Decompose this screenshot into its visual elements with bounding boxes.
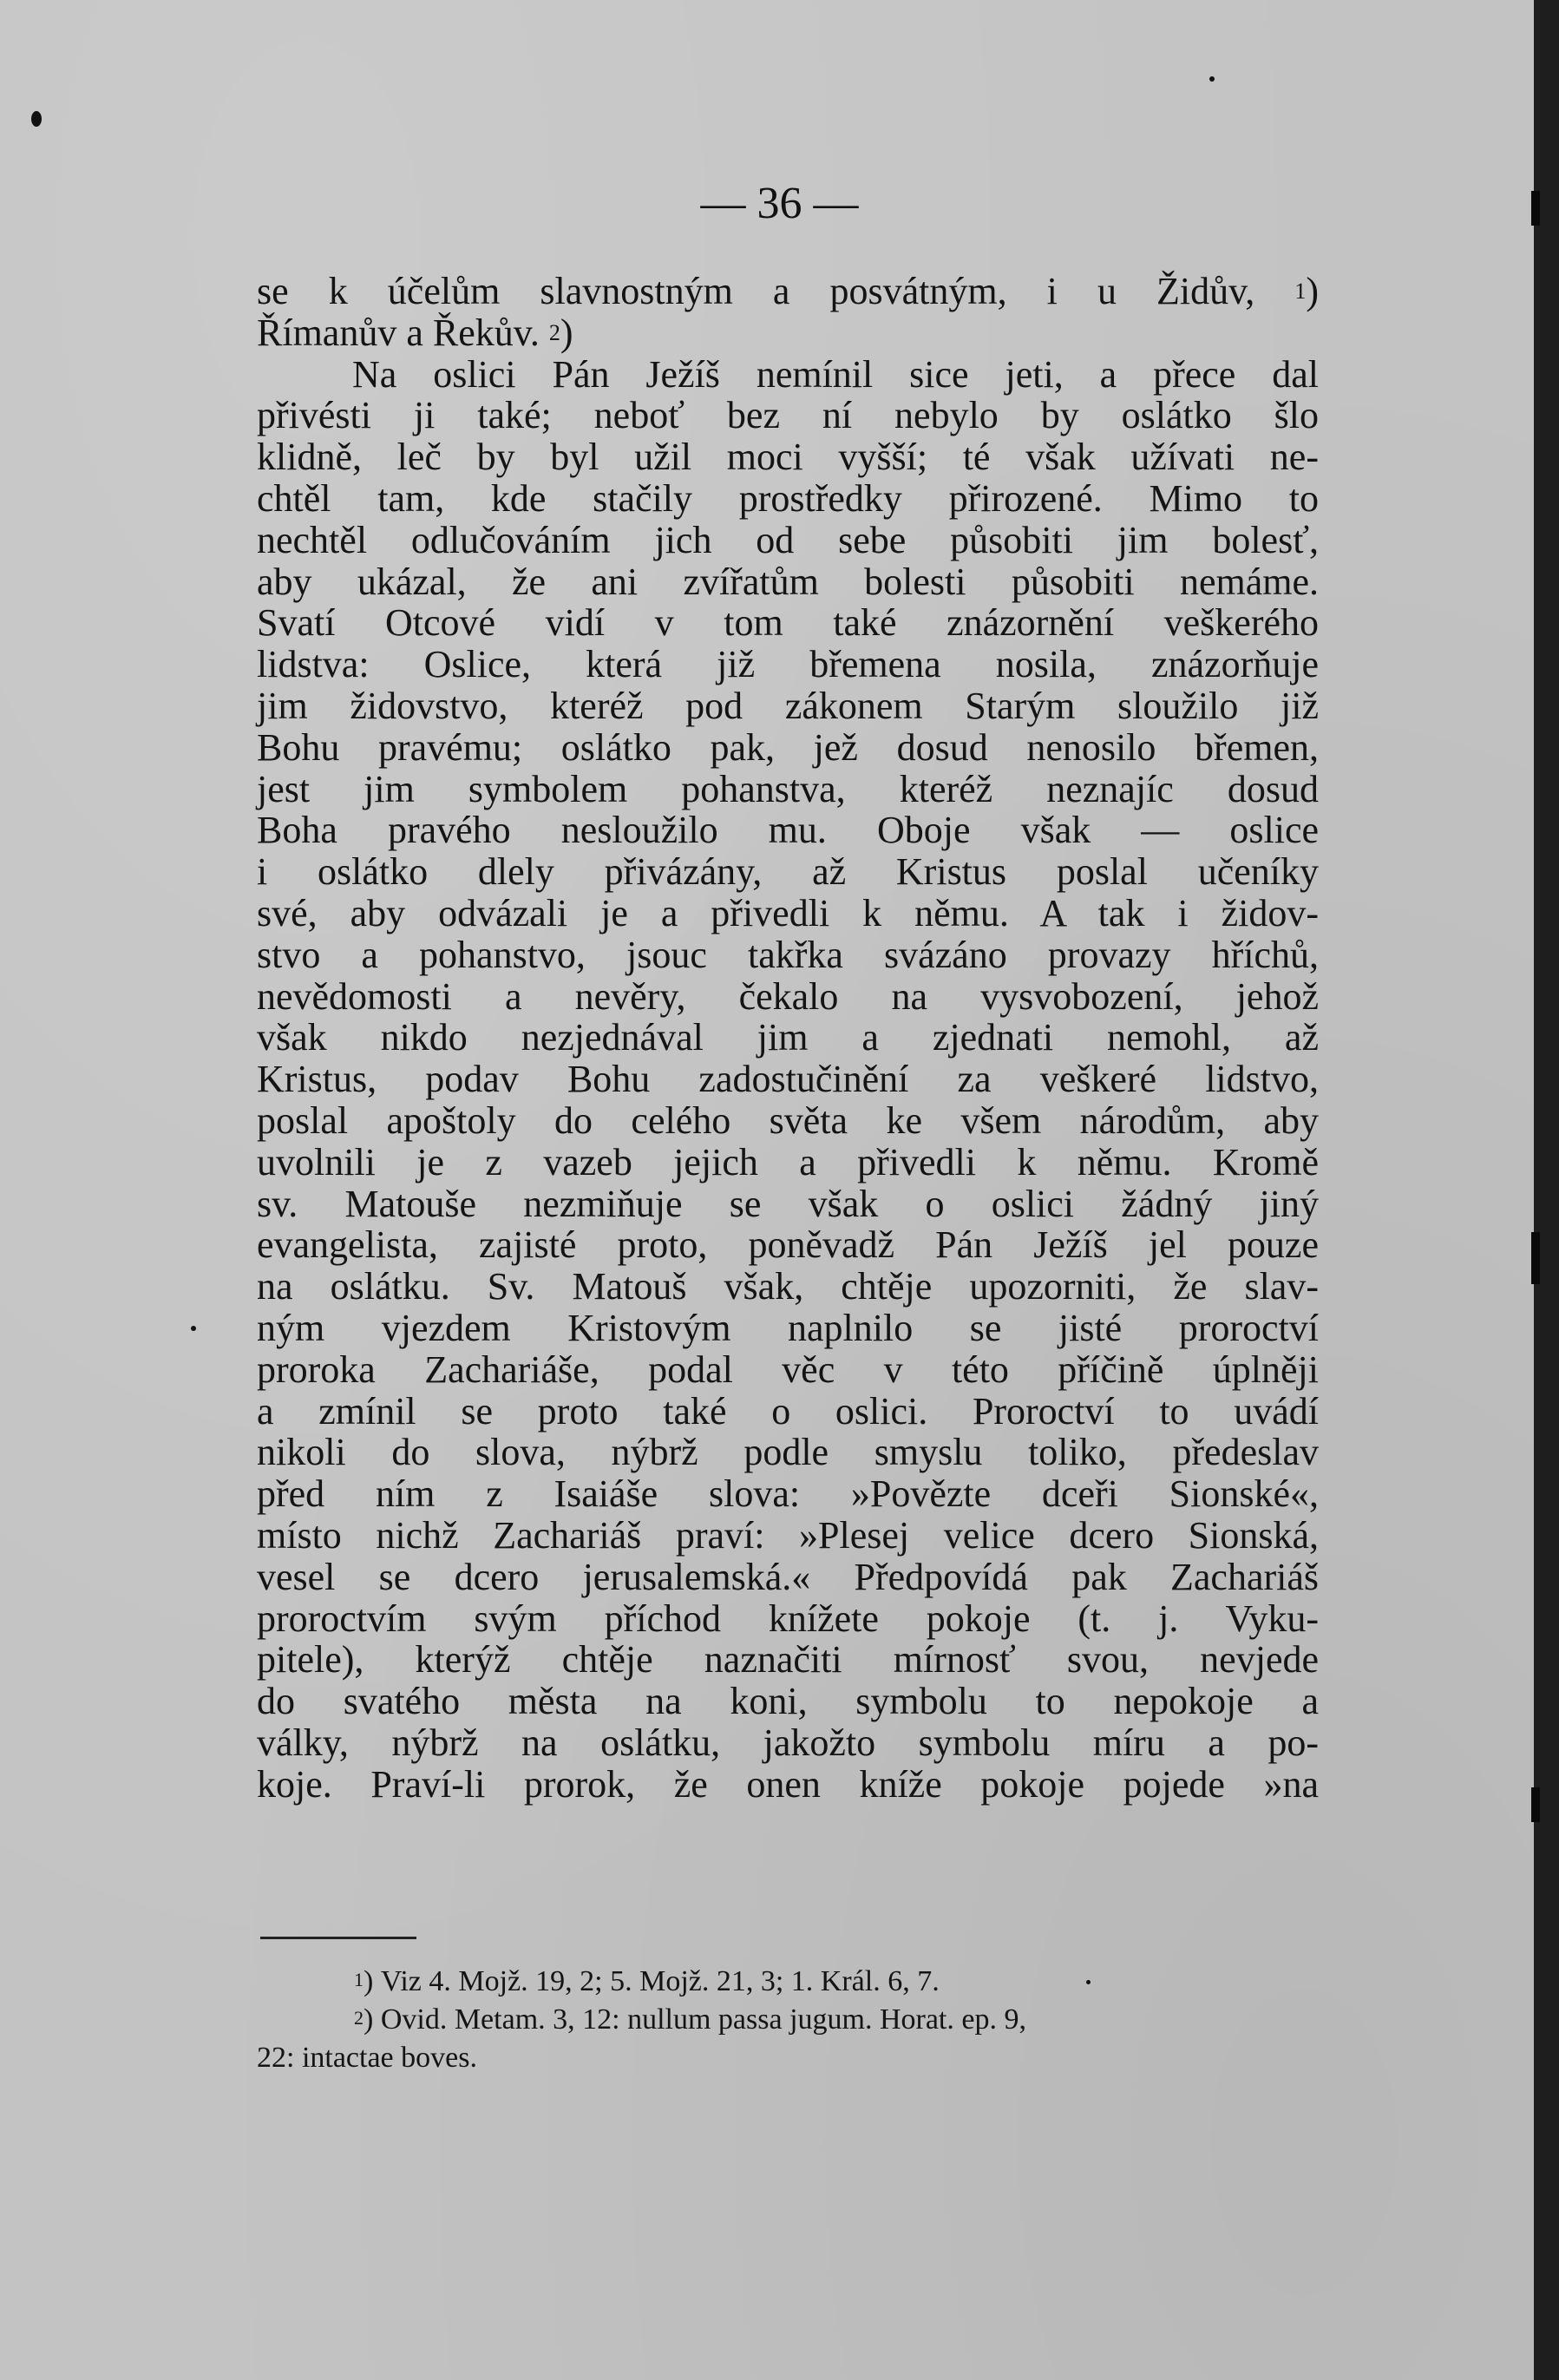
- text-line: na oslátku. Sv. Matouš však, chtěje upozorniti, že slav-: [257, 1265, 1319, 1308]
- text-line: nevědomosti a nevěry, čekalo na vysvobození, jehož: [257, 974, 1319, 1018]
- text-line: Bohu pravému; oslátko pak, jež dosud nenosilo břemen,: [257, 725, 1319, 769]
- footnote-ref: 1: [1294, 279, 1307, 304]
- scan-speck: [31, 111, 42, 127]
- footnote-text: Viz 4. Mojž. 19, 2; 5. Mojž. 21, 3; 1. Král. 6, 7.: [380, 1965, 940, 1997]
- scan-speck: [191, 1326, 196, 1331]
- text-line: a zmínil se proto také o oslici. Proroctví to uvádí: [257, 1389, 1319, 1433]
- text-line: jim židovstvo, kteréž pod zákonem Starým sloužilo již: [257, 684, 1319, 727]
- text-line: sv. Matouše nezmiňuje se však o oslici žádný jiný: [257, 1182, 1319, 1225]
- text-line: před ním z Isaiáše slova: »Povězte dceři Sionské«,: [257, 1472, 1319, 1516]
- text-line: místo nichž Zachariáš praví: »Plesej velice dcero Sionská,: [257, 1513, 1319, 1557]
- text-line: Na oslici Pán Ježíš nemínil sice jeti, a přece dal: [352, 352, 1319, 396]
- text-line: koje. Praví-li prorok, že onen kníže pokoje pojede »na: [257, 1762, 1319, 1806]
- footnote-marker: 1: [354, 1969, 364, 1990]
- text-line: evangelista, zajisté proto, poněvadž Pán Ježíš jel pouze: [257, 1223, 1319, 1267]
- text-line: se k účelům slavnostným a posvátným, i u Židův, $^1$): [257, 270, 1319, 312]
- text-line: i oslátko dlely přivázány, až Kristus poslal učeníky: [257, 850, 1319, 894]
- footnote-1: $^1$) Viz 4. Mojž. 19, 2; 5. Mojž. 21, 3; 1. Král. 6, 7.: [354, 1965, 940, 1997]
- footnote-2: $^2$) Ovid. Metam. 3, 12: nullum passa jugum. Horat. ep. 9,: [354, 2003, 1026, 2036]
- text-line: Svatí Otcové vidí v tom také znázornění veškerého: [257, 601, 1319, 645]
- scan-edge-mark: [1531, 1232, 1540, 1284]
- text-line: aby ukázal, že ani zvířatům bolesti působiti nemáme.: [257, 560, 1319, 603]
- text-line: Kristus, podav Bohu zadostučinění za veškeré lidstvo,: [257, 1058, 1319, 1101]
- text-line: nikoli do slova, nýbrž podle smyslu toliko, předeslav: [257, 1431, 1319, 1474]
- footnote-2-continuation: 22: intactae boves.: [257, 2042, 477, 2074]
- scan-edge-mark: [1531, 191, 1540, 226]
- text-line: jest jim symbolem pohanstva, kteréž neznajíc dosud: [257, 767, 1319, 810]
- text-line: poslal apoštoly do celého světa ke všem národům, aby: [257, 1098, 1319, 1142]
- text-line: proroka Zachariáše, podal věc v této příčině úplněji: [257, 1347, 1319, 1391]
- text-line: do svatého města na koni, symbolu to nepokoje a: [257, 1680, 1319, 1723]
- footnote-divider: [260, 1937, 416, 1939]
- text-line: uvolnili je z vazeb jejich a přivedli k němu. Kromě: [257, 1140, 1319, 1183]
- text-line: nechtěl odlučováním jich od sebe působiti jim bolesť,: [257, 518, 1319, 561]
- scan-edge-mark: [1531, 1787, 1540, 1822]
- body-text: [257, 271, 1319, 1805]
- footnotes: [257, 1963, 1324, 2077]
- text-line: pitele), kterýž chtěje naznačiti mírnosť svou, nevjede: [257, 1638, 1319, 1682]
- text-line: stvo a pohanstvo, jsouc takřka svázáno provazy hříchů,: [257, 933, 1319, 976]
- text-line: lidstva: Oslice, která již břemena nosila, znázorňuje: [257, 643, 1319, 686]
- scan-speck: [1086, 1980, 1091, 1984]
- footnote-ref: 2: [548, 319, 560, 345]
- text-line: ným vjezdem Kristovým naplnilo se jisté proroctví: [257, 1306, 1319, 1349]
- scan-speck: [1209, 76, 1215, 82]
- text-line: však nikdo nezjednával jim a zjednati nemohl, až: [257, 1016, 1319, 1059]
- text-line: klidně, leč by byl užil moci vyšší; té však užívati ne-: [257, 436, 1319, 479]
- text-line: chtěl tam, kde stačily prostředky přirozené. Mimo to: [257, 476, 1319, 520]
- text-line: přivésti ji také; neboť bez ní nebylo by oslátko šlo: [257, 394, 1319, 437]
- text-line: války, nýbrž na oslátku, jakožto symbolu míru a po-: [257, 1721, 1319, 1764]
- text-line: Římanův a Řekův. $^2$): [257, 311, 573, 354]
- page-number: — 36 —: [700, 179, 859, 228]
- text-line: své, aby odvázali je a přivedli k němu. A tak i židov-: [257, 891, 1319, 934]
- text-line: Boha pravého nesloužilo mu. Oboje však — oslice: [257, 809, 1319, 852]
- footnote-marker: 2: [354, 2007, 364, 2029]
- footnote-text: Ovid. Metam. 3, 12: nullum passa jugum. Horat. ep. 9,: [380, 2003, 1026, 2036]
- text-line: proroctvím svým příchod knížete pokoje (t. j. Vyku-: [257, 1597, 1319, 1640]
- text-line: vesel se dcero jerusalemská.« Předpovídá pak Zachariáš: [257, 1555, 1319, 1598]
